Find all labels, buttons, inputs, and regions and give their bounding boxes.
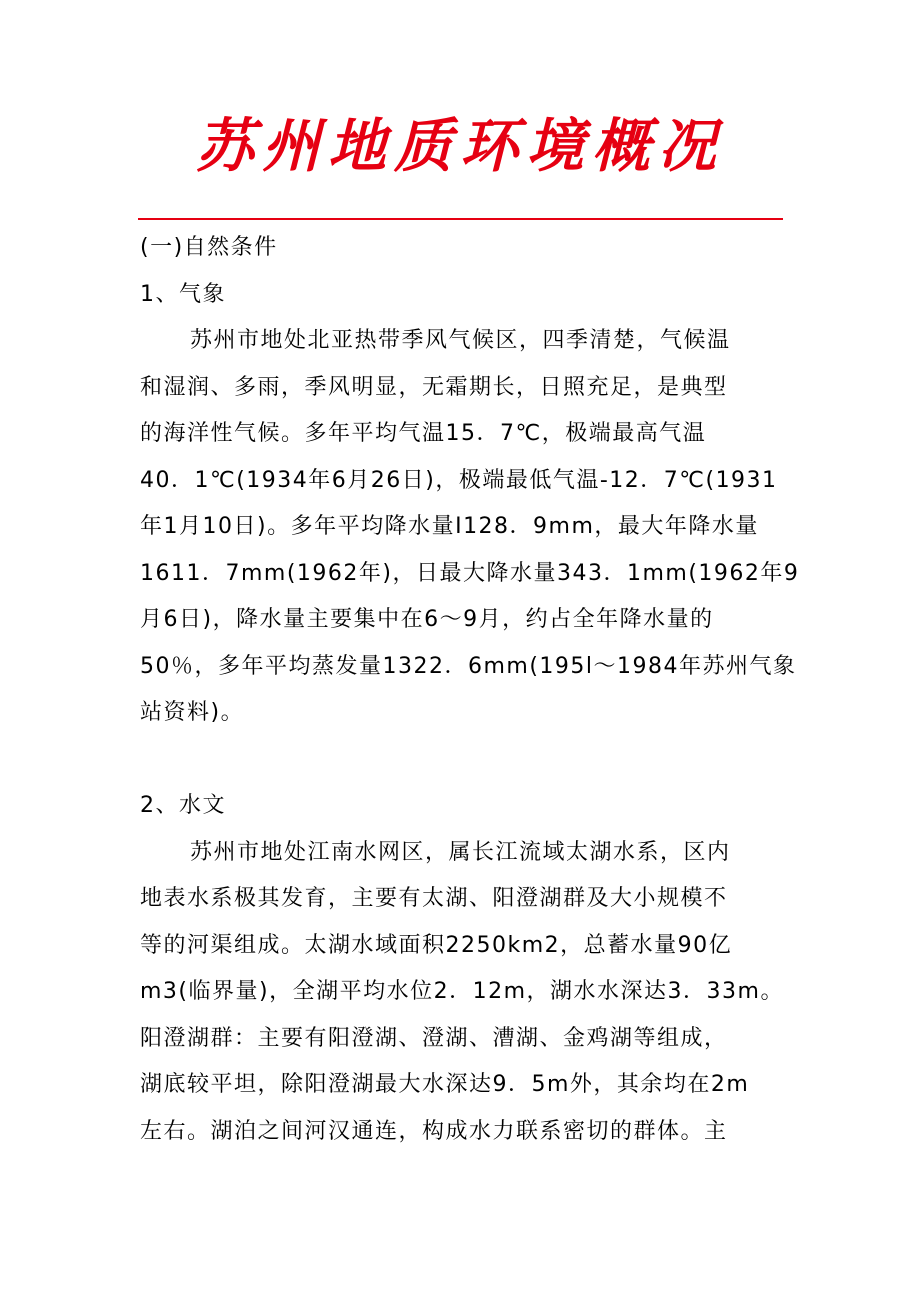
paragraph-line: 1611．7mm(1962年)，日最大降水量343．1mm(1962年9 xyxy=(140,560,800,586)
paragraph-line: 50％，多年平均蒸发量1322．6mm(195l～1984年苏州气象 xyxy=(140,653,797,679)
paragraph-line: 的海洋性气候。多年平均气温15．7℃，极端最高气温 xyxy=(140,421,707,446)
paragraph-line: 左右。湖泊之间河汉通连，构成水力联系密切的群体。主 xyxy=(140,1118,728,1144)
paragraph-hydrology xyxy=(140,830,784,1156)
paragraph-line: 苏州市地处江南水网区，属长江流域太湖水系，区内 xyxy=(190,839,731,865)
document-title: 苏州地质环境概况 xyxy=(195,112,724,180)
paragraph-line: 等的河渠组成。太湖水域面积2250km2，总蓄水量90亿 xyxy=(140,932,733,958)
paragraph-line: m3(临界量)，全湖平均水位2．12m，湖水水深达3．33m。 xyxy=(140,979,784,1004)
paragraph-line: 站资料)。 xyxy=(140,700,245,725)
paragraph-line: 湖底较平坦，除阳澄湖最大水深达9．5m外，其余均在2m xyxy=(140,1072,750,1097)
paragraph-line: 地表水系极其发育，主要有太湖、阳澄湖群及大小规模不 xyxy=(140,886,728,911)
section-heading: (一)自然条件 xyxy=(140,235,278,260)
paragraph-line: 苏州市地处北亚热带季风气候区，四季清楚，气候温 xyxy=(190,328,731,353)
subsection-heading-climate: 1、气象 xyxy=(140,281,226,307)
paragraph-climate xyxy=(140,318,800,737)
paragraph-line: 月6日)，降水量主要集中在6～9月，约占全年降水量的 xyxy=(140,607,714,632)
blank-line xyxy=(140,737,780,784)
paragraph-line: 40．1℃(1934年6月26日)，极端最低气温-12．7℃(1931 xyxy=(140,467,778,493)
document-body xyxy=(140,225,800,1155)
subsection-heading-hydrology: 2、水文 xyxy=(140,793,226,818)
paragraph-line: 阳澄湖群：主要有阳澄湖、澄湖、漕湖、金鸡湖等组成， xyxy=(140,1025,728,1051)
title-divider xyxy=(138,218,783,220)
paragraph-line: 和湿润、多雨，季风明显，无霜期长，日照充足，是典型 xyxy=(140,374,728,400)
paragraph-line: 年1月10日)。多年平均降水量I128．9mm，最大年降水量 xyxy=(140,514,759,539)
